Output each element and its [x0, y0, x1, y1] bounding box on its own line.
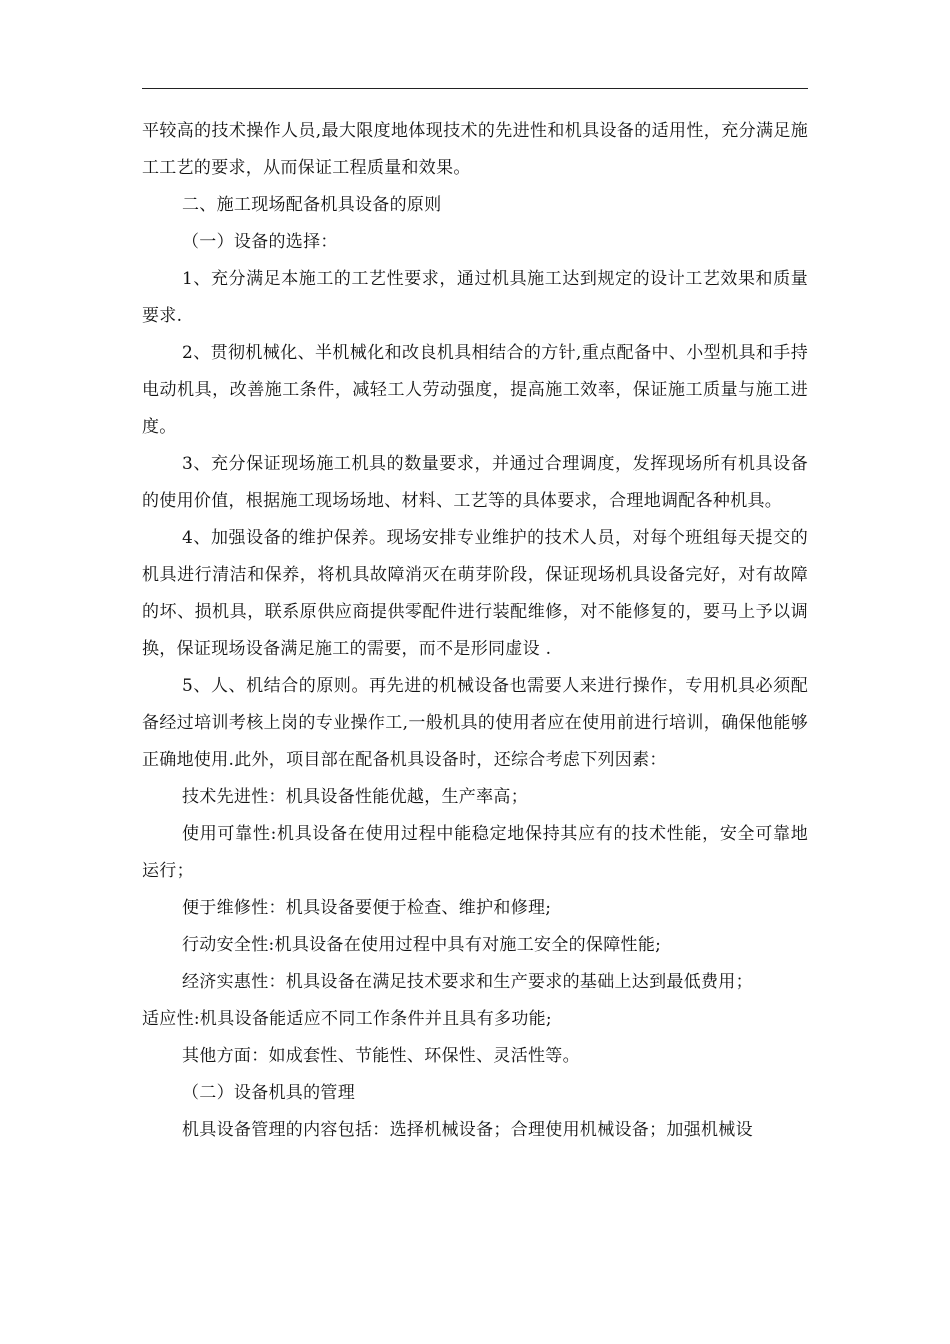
list-item: 其他方面：如成套性、节能性、环保性、灵活性等。: [182, 1046, 580, 1066]
list-item: 经济实惠性：机具设备在满足技术要求和生产要求的基础上达到最低费用；: [182, 972, 753, 992]
list-item: 便于维修性：机具设备要便于检查、维护和修理;: [182, 898, 552, 918]
paragraph: 4、加强设备的维护保养。现场安排专业维护的技术人员，对每个班组每天提交的机具进行清洁和保养，将机具故障消灭在萌芽阶段，保证现场机具设备完好，对有故障的坏、损机具，联系原供应商提供零配件进行装配维修，对不能修复的，要马上予以调换，保证现场设备满足施工的需要，而不是形同虚设 .: [142, 528, 808, 659]
paragraph: 3、充分保证现场施工机具的数量要求，并通过合理调度，发挥现场所有机具设备的使用价值，根据施工现场场地、材料、工艺等的具体要求，合理地调配各种机具。: [142, 454, 808, 511]
paragraph: 机具设备管理的内容包括：选择机械设备；合理使用机械设备；加强机械设: [182, 1120, 753, 1140]
list-item: 行动安全性:机具设备在使用过程中具有对施工安全的保障性能;: [182, 935, 662, 955]
header-rule: [142, 88, 808, 89]
subsection-heading: （二）设备机具的管理: [182, 1083, 355, 1103]
paragraph: 1、充分满足本施工的工艺性要求，通过机具施工达到规定的设计工艺效果和质量要求.: [142, 269, 808, 326]
list-item: 适应性:机具设备能适应不同工作条件并且具有多功能;: [142, 1009, 552, 1029]
paragraph: 5、人、机结合的原则。再先进的机械设备也需要人来进行操作，专用机具必须配备经过培训考核上岗的专业操作工,一般机具的使用者应在使用前进行培训，确保他能够正确地使用.此外，项目部在配备机具设备时，还综合考虑下列因素：: [142, 676, 808, 770]
list-item: 使用可靠性:机具设备在使用过程中能稳定地保持其应有的技术性能，安全可靠地运行；: [142, 824, 808, 881]
document-body: [142, 113, 808, 1149]
section-heading: 二、施工现场配备机具设备的原则: [182, 195, 442, 215]
list-item: 技术先进性：机具设备性能优越，生产率高；: [182, 787, 528, 807]
paragraph: 2、贯彻机械化、半机械化和改良机具相结合的方针,重点配备中、小型机具和手持电动机具，改善施工条件，减轻工人劳动强度，提高施工效率，保证施工质量与施工进度。: [142, 343, 808, 437]
subsection-heading: （一）设备的选择：: [182, 232, 338, 252]
paragraph: 平较高的技术操作人员,最大限度地体现技术的先进性和机具设备的适用性，充分满足施工工艺的要求，从而保证工程质量和效果。: [142, 121, 808, 178]
